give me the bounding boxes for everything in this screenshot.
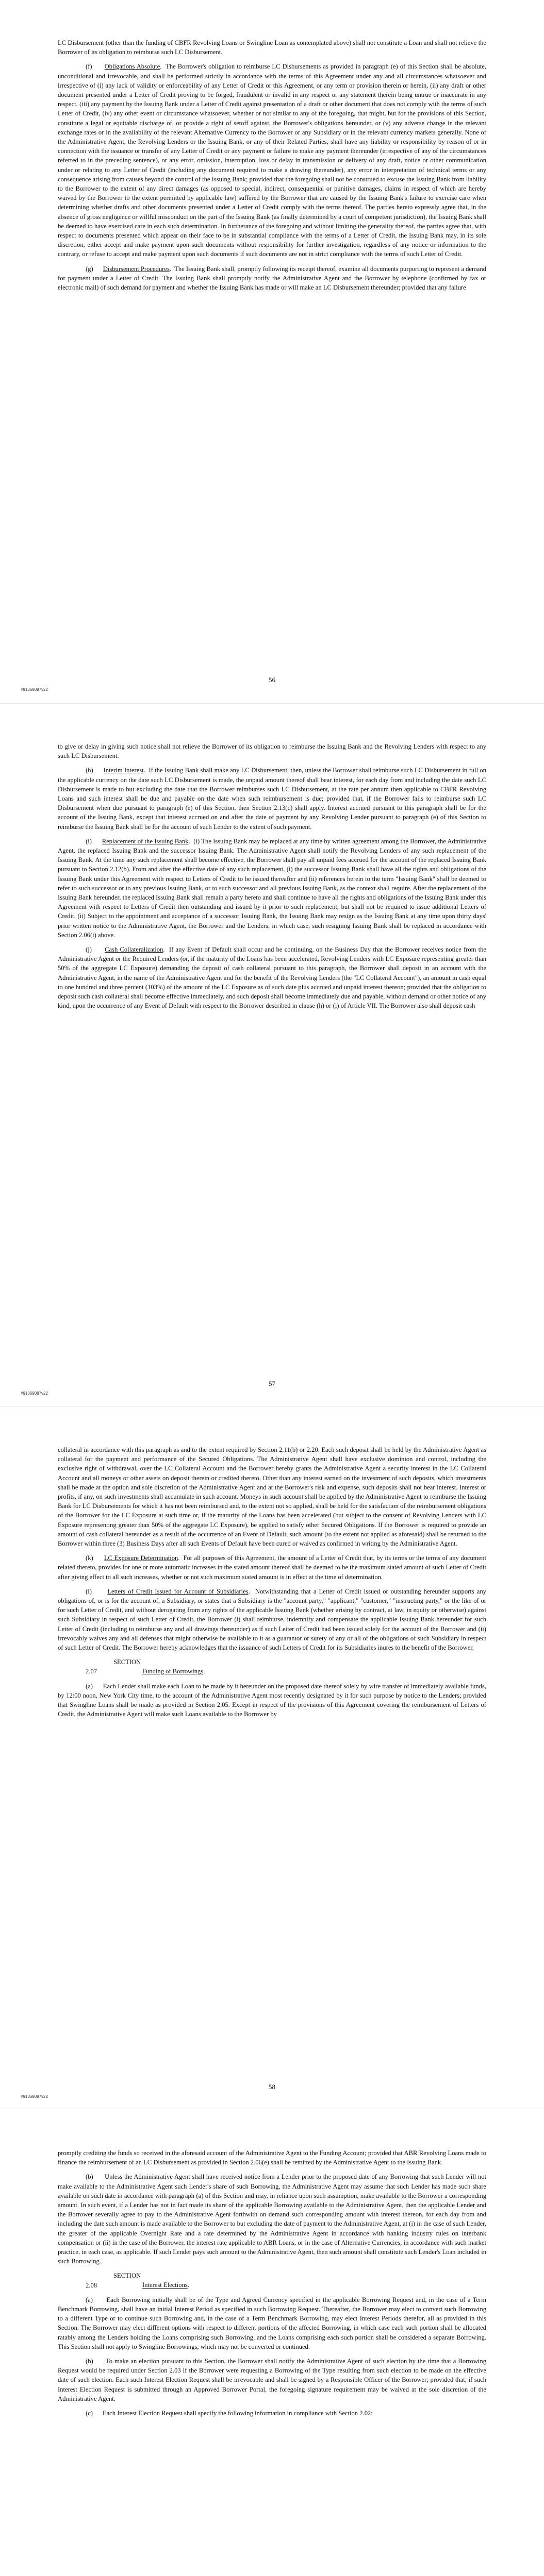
section-2-07-heading: SECTION 2.07 Funding of Borrowings. [86, 1658, 205, 1675]
paragraph-g-disbursement-procedures: (g) Disbursement Procedures. The Issuing Bank shall, promptly following its receipt thereof, examine all documents purporting to represent a demand for payment under a Letter of Credit. The Issuing Bank shall promptly notify the Administrative Agent and the Borrower by telephone (confirmed by fax or electronic mail) of such demand for payment and whether the Issuing Bank has made or will make an LC Disbursement thereunder; provided that any failure [58, 265, 486, 292]
page-number: 56 [269, 676, 275, 684]
page-57 [0, 703, 544, 1407]
page-56 [0, 0, 544, 703]
paragraph-2-08-c: (c) Each Interest Election Request shall specify the following information in compliance with Section 2.02: [86, 2410, 373, 2417]
page-body [58, 2148, 486, 2423]
page-body [58, 1445, 486, 1724]
paragraph-j-cash-collateralization: (j) Cash Collateralization. If any Event of Default shall occur and be continuing, on the Business Day that the Borrower receives notice from the Administrative Agent or the Required Lenders (or, if the maturity of the Loans has been accelerated, Revolving Lenders with LC Exposure representing greater than 50% of the aggregate LC Exposure) demanding the deposit of cash collateral pursuant to this paragraph, the Borrower shall deposit in an account with the Administrative Agent, in the name of the Administrative Agent and for the benefit of the Revolving Lenders (the "LC Collateral Account"), an amount in cash equal to one hundred and three percent (103%) of the amount of the LC Exposure as of such date plus accrued and unpaid interest thereon; provided that the obligation to deposit such cash collateral shall become effective immediately, and such deposit shall become immediately due and payable, without demand or other notice of any kind, upon the occurrence of any Event of Default with respect to the Borrower described in clause (h) or (i) of Article VII. The Borrower also shall deposit cash [58, 946, 487, 1010]
paragraph-continuation: to give or delay in giving such notice shall not relieve the Borrower of its obligation to reimburse the Issuing Bank and the Revolving Lenders with respect to any such LC Disbursement. [58, 743, 486, 760]
paragraph-l-subsidiaries: (l) Letters of Credit Issued for Account of Subsidiaries. Notwithstanding that a Letter of Credit issued or outstanding hereunder supports any obligations of, or is for the account of, a Subsidiary, or states that a Subsidiary is the "account party," "applicant," "customer," "instructing party," or the like of or for such Letter of Credit, and without derogating from any rights of the applicable Issuing Bank (whether arising by contract, at law, in equity or otherwise) against such Subsidiary in respect of such Letter of Credit, the Borrower (i) shall reimburse, indemnify and compensate the applicable Issuing Bank hereunder for such Letter of Credit (including to reimburse any and all drawings thereunder) as if such Letter of Credit had been issued solely for the account of the Borrower and (ii) irrevocably waives any and all defenses that might otherwise be available to it as a guarantor or surety of any or all of the obligations of such Subsidiary in respect of such Letter of Credit. The Borrower hereby acknowledges that the issuance of such Letters of Credit for its Subsidiaries inures to the benefit of the Borrower. [58, 1587, 486, 1652]
page-number: 57 [269, 1380, 275, 1387]
paragraph-continuation: promptly crediting the funds so received in the aforesaid account of the Administrative Agent to the Funding Account; provided that ABR Revolving Loans made to finance the reimbursement of an LC Disbursement as provided in Section 2.06(e) shall be remitted by the Administrative Agent to the Issuing Bank. [58, 2149, 486, 2166]
page-body [58, 38, 486, 297]
paragraph-i-replacement-issuing-bank: (i) Replacement of the Issuing Bank. (i) The Issuing Bank may be replaced at any time by written agreement among the Borrower, the Administrative Agent, the replaced Issuing Bank and the successor Issuing Bank. The Administrative Agent shall notify the Revolving Lenders of any such replacement of the Issuing Bank. At the time any such replacement shall become effective, the Borrower shall pay all unpaid fees accrued for the account of the replaced Issuing Bank pursuant to Section 2.12(b). From and after the effective date of any such replacement, (i) the successor Issuing Bank shall have all the rights and obligations of the Issuing Bank under this Agreement with respect to Letters of Credit to be issued thereafter and (ii) references herein to the term "Issuing Bank" shall be deemed to refer to such successor or to any previous Issuing Bank, or to such successor and all previous Issuing Bank, as the context shall require. After the replacement of the Issuing Bank hereunder, the replaced Issuing Bank shall remain a party hereto and shall continue to have all the rights and obligations of the Issuing Bank under this Agreement with respect to Letters of Credit then outstanding and issued by it prior to such replacement, but shall not be required to issue additional Letters of Credit. (ii) Subject to the appointment and acceptance of a successor Issuing Bank, the Issuing Bank may resign as the Issuing Bank at any time upon thirty days' prior written notice to the Administrative Agent, the Borrower and the Lenders, in which case, such resigning Issuing Bank shall be replaced in accordance with Section 2.06(i) above. [58, 837, 486, 939]
document-footer-id: #91369087v22 [21, 1391, 48, 1396]
page-body [58, 742, 486, 1015]
paragraph-2-08-a: (a) Each Borrowing initially shall be of the Type and Agreed Currency specified in the applicable Borrowing Request and, in the case of a Term Benchmark Borrowing, shall have an initial Interest Period as specified in such Borrowing Request. Thereafter, the Borrower may elect to convert such Borrowing to a different Type or to continue such Borrowing and, in the case of a Term Benchmark Borrowing, may elect Interest Periods therefor, all as provided in this Section. The Borrower may elect different options with respect to different portions of the affected Borrowing, in which case each such portion shall be allocated ratably among the Lenders holding the Loans comprising such Borrowing, and the Loans comprising each such portion shall be considered a separate Borrowing. This Section shall not apply to Swingline Borrowings, which may not be converted or continued. [58, 2296, 487, 2350]
paragraph-k-lc-exposure: (k) LC Exposure Determination. For all purposes of this Agreement, the amount of a Letter of Credit that, by its terms or the terms of any document related thereto, provides for one or more automatic increases in the stated amount thereof shall be deemed to be the maximum stated amount of such Letter of Credit after giving effect to all such increases, whether or not such maximum stated amount is in effect at the time of determination. [58, 1554, 486, 1581]
paragraph-f-obligations-absolute: (f) Obligations Absolute. The Borrower's obligation to reimburse LC Disbursements as provided in paragraph (e) of this Section shall be absolute, unconditional and irrevocable, and shall be performed strictly in accordance with the terms of this Agreement under any and all circumstances whatsoever and irrespective of (i) any lack of validity or enforceability of any Letter of Credit or this Agreement, or any term or provision therein or herein, (ii) any draft or other document presented under a Letter of Credit proving to be forged, fraudulent or invalid in any respect or any statement therein being untrue or inaccurate in any respect, (iii) any payment by the Issuing Bank under a Letter of Credit against presentation of a draft or other document that does not comply with the terms of such Letter of Credit, (iv) any other event or circumstance whatsoever, whether or not similar to any of the foregoing, that might, but for the provisions of this Section, constitute a legal or equitable discharge of, or provide a right of setoff against, the Borrower's obligations hereunder, or (v) any adverse change in the relevant exchange rates or in the availability of the relevant Alternative Currency to the Borrower or any Subsidiary or in the relevant currency markets generally. None of the Administrative Agent, the Revolving Lenders or the Issuing Bank, or any of their Related Parties, shall have any liability or responsibility by reason of or in connection with the issuance or transfer of any Letter of Credit or any payment or failure to make any payment thereunder (irrespective of any of the circumstances referred to in the preceding sentence), or any error, omission, interruption, loss or delay in transmission or delivery of any draft, notice or other communication under or relating to any Letter of Credit (including any document required to make a drawing thereunder), any error in interpretation of technical terms or any consequence arising from causes beyond the control of the Issuing Bank; provided that the foregoing shall not be construed to excuse the Issuing Bank from liability to the Borrower to the extent of any direct damages (as opposed to special, indirect, consequential or punitive damages, claims in respect of which are hereby waived by the Borrower to the extent permitted by applicable law) suffered by the Borrower that are caused by the Issuing Bank's failure to exercise care when determining whether drafts and other documents presented under a Letter of Credit comply with the terms thereof. The parties hereto expressly agree that, in the absence of gross negligence or willful misconduct on the part of the Issuing Bank (as finally determined by a court of competent jurisdiction), the Issuing Bank shall be deemed to have exercised care in each such determination. In furtherance of the foregoing and without limiting the generality thereof, the parties agree that, with respect to documents presented which appear on their face to be in substantial compliance with the terms of a Letter of Credit, the Issuing Bank may, in its sole discretion, either accept and make payment upon such documents without responsibility for further investigation, regardless of any notice or information to the contrary, or refuse to accept and make payment upon such documents if such documents are not in strict compliance with the terms of such Letter of Credit. [58, 63, 487, 258]
page-59 [0, 2110, 544, 2576]
paragraph-2-08-b: (b) To make an election pursuant to this Section, the Borrower shall notify the Administrative Agent of such election by the time that a Borrowing Request would be required under Section 2.03 if the Borrower were requesting a Borrowing of the Type resulting from such election to be made on the effective date of such election. Each such Interest Election Request shall be irrevocable and shall be signed by a Responsible Officer of the Borrower; provided that, if such Interest Election Request is submitted through an Approved Borrower Portal, the foregoing signature requirement may be waived at the sole discretion of the Administrative Agent. [58, 2358, 487, 2402]
paragraph-2-07-b: (b) Unless the Administrative Agent shall have received notice from a Lender prior to the proposed date of any Borrowing that such Lender will not make available to the Administrative Agent such Lender's share of such Borrowing, the Administrative Agent may assume that such Lender has made such share available on such date in accordance with paragraph (a) of this Section and may, in reliance upon such assumption, make available to the Borrower a corresponding amount. In such event, if a Lender has not in fact made its share of the applicable Borrowing available to the Administrative Agent, then the applicable Lender and the Borrower severally agree to pay to the Administrative Agent forthwith on demand such corresponding amount with interest thereon, for each day from and including the date such amount is made available to the Borrower to but excluding the date of payment to the Administrative Agent, at (i) in the case of such Lender, the greater of the applicable Overnight Rate and a rate determined by the Administrative Agent in accordance with banking industry rules on interbank compensation or (ii) in the case of the Borrower, the interest rate applicable to ABR Loans, or in the case of Alternative Currencies, in accordance with such market practice, in each case, as applicable. If such Lender pays such amount to the Administrative Agent, then such amount shall constitute such Lender's Loan included in such Borrowing. [58, 2173, 487, 2265]
paragraph-continuation: LC Disbursement (other than the funding of CBFR Revolving Loans or Swingline Loan as contemplated above) shall not constitute a Loan and shall not relieve the Borrower of its obligation to reimburse such LC Disbursement. [58, 39, 486, 56]
document-footer-id: #91369087v22 [21, 2094, 48, 2099]
document-footer-id: #91369087v22 [21, 687, 48, 692]
page-58 [0, 1406, 544, 2110]
paragraph-continuation: collateral in accordance with this paragraph as and to the extent required by Section 2.11(b) or 2.20. Each such deposit shall be held by the Administrative Agent as collateral for the payment and performance of the Secured Obligations. The Administrative Agent shall have exclusive dominion and control, including the exclusive right of withdrawal, over the LC Collateral Account and the Borrower hereby grants the Administrative Agent a security interest in the LC Collateral Account and all moneys or other assets on deposit therein or credited thereto. Other than any interest earned on the investment of such deposits, which investments shall be made at the option and sole discretion of the Administrative Agent and at the Borrower's risk and expense, such deposits shall not bear interest. Interest or profits, if any, on such investments shall accumulate in such account. Moneys in such account shall be applied by the Administrative Agent to reimburse the Issuing Bank for LC Disbursements for which it has not been reimbursed and, to the extent not so applied, shall be held for the satisfaction of the reimbursement obligations of the Borrower for the LC Exposure at such time or, if the maturity of the Loans has been accelerated (but subject to the consent of Revolving Lenders with LC Exposure representing greater than 50% of the aggregate LC Exposure), be applied to satisfy other Secured Obligations. If the Borrower is required to provide an amount of cash collateral hereunder as a result of the occurrence of an Event of Default, such amount (to the extent not applied as aforesaid) shall be returned to the Borrower within three (3) Business Days after all such Events of Default have been cured or waived as confirmed in writing by the Administrative Agent. [58, 1446, 486, 1548]
section-2-08-heading: SECTION 2.08 Interest Elections. [86, 2272, 189, 2289]
paragraph-h-interim-interest: (h) Interim Interest. If the Issuing Bank shall make any LC Disbursement, then, unless the Borrower shall reimburse such LC Disbursement in full on the applicable currency on the date such LC Disbursement is made, the unpaid amount thereof shall bear interest, for each day from and including the date such LC Disbursement is made to but excluding the date that the Borrower reimburses such LC Disbursement, at the rate per annum then applicable to CBFR Revolving Loans and such interest shall be due and payable on the date when such reimbursement is due; provided that, if the Borrower fails to reimburse such LC Disbursement when due pursuant to paragraph (e) of this Section, then Section 2.13(c) shall apply. Interest accrued pursuant to this paragraph shall be for the account of the Issuing Bank, except that interest accrued on and after the date of payment by any Revolving Lender pursuant to paragraph (e) of this Section to reimburse the Issuing Bank shall be for the account of such Lender to the extent of such payment. [58, 767, 487, 831]
page-number: 58 [269, 2083, 275, 2091]
paragraph-2-07-a: (a) Each Lender shall make each Loan to be made by it hereunder on the proposed date thereof solely by wire transfer of immediately available funds, by 12:00 noon, New York City time, to the account of the Administrative Agent most recently designated by it for such purpose by notice to the Lenders; provided that Swingline Loans shall be made as provided in Section 2.05. Except in respect of the provisions of this Agreement covering the reimbursement of Letters of Credit, the Administrative Agent will make such Loans available to the Borrower by [58, 1682, 486, 1718]
